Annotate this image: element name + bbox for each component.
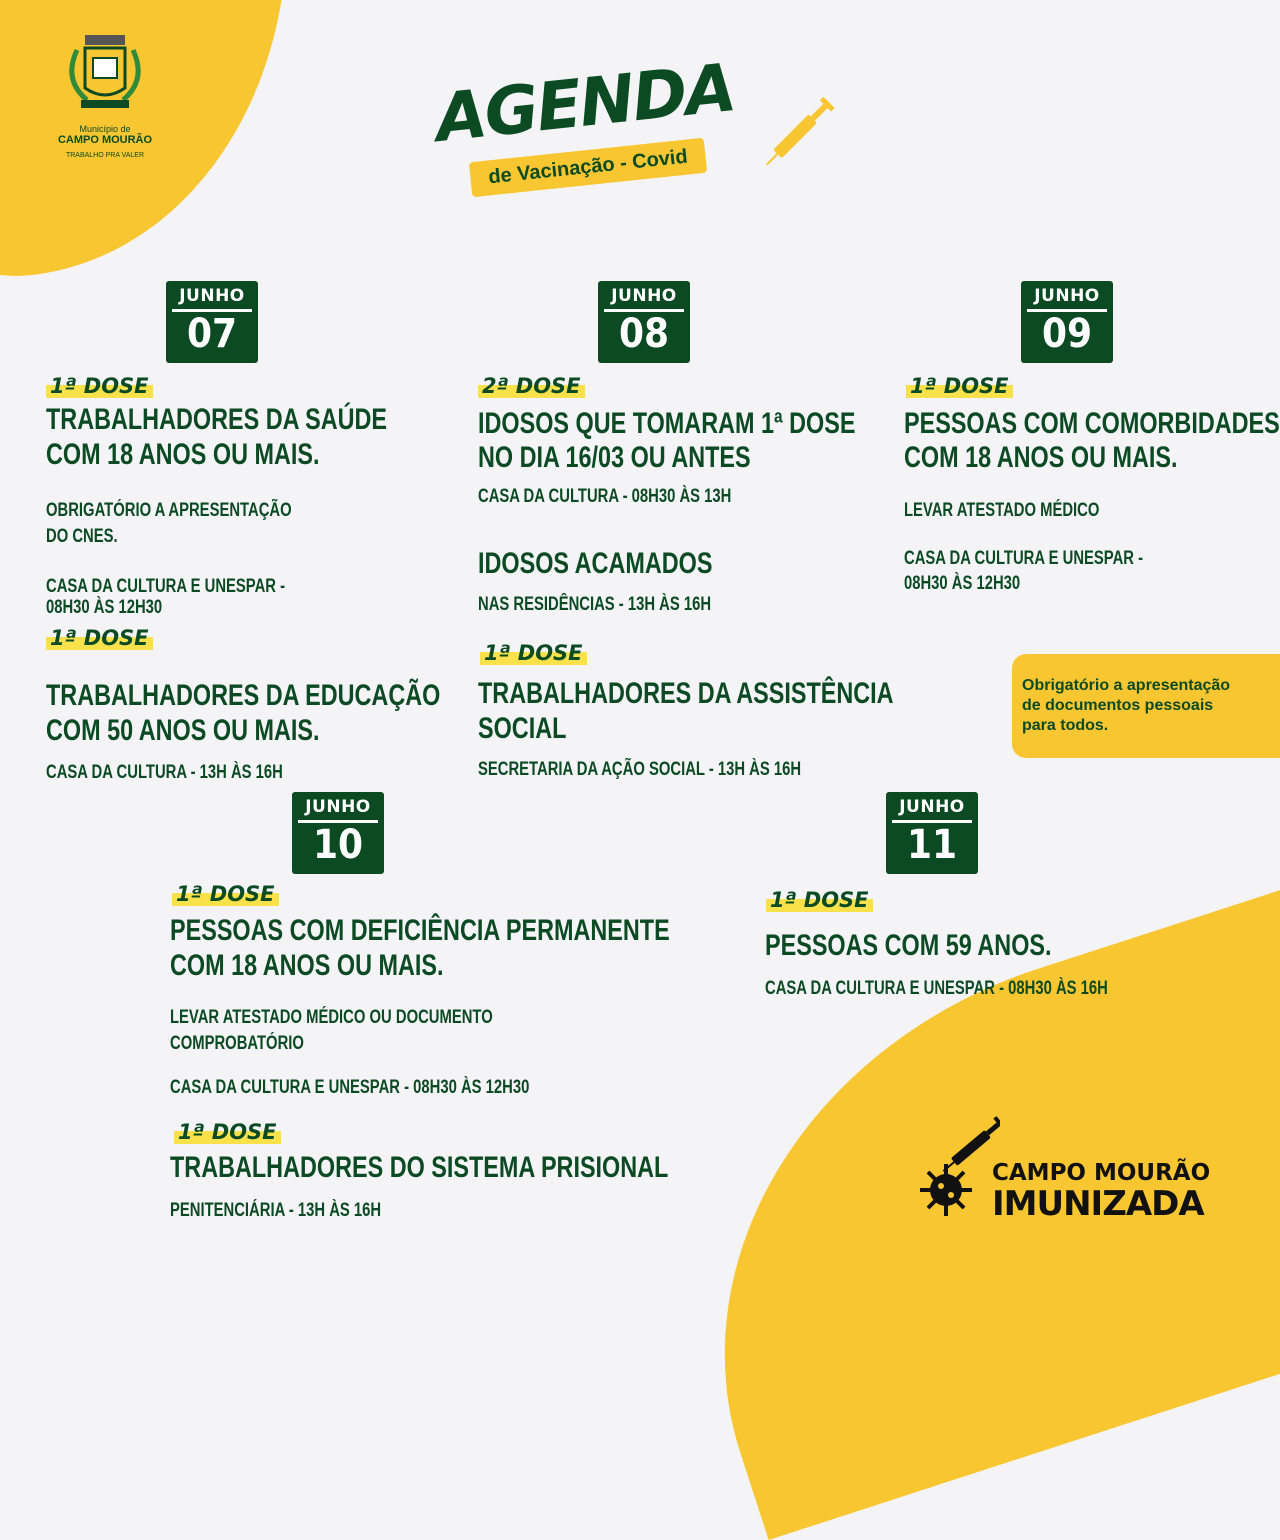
calendar-june-10 — [292, 792, 384, 874]
group-title-line: TRABALHADORES DA EDUCAÇÃO — [46, 679, 441, 712]
group-title-line: TRABALHADORES DA ASSISTÊNCIA — [478, 677, 894, 710]
syringe-icon — [760, 80, 850, 170]
documents-notice — [1012, 654, 1280, 758]
dose-badge: 1ª DOSE — [174, 1120, 281, 1144]
location-schedule: CASA DA CULTURA E UNESPAR - — [904, 548, 1144, 569]
group-title-line: COM 18 ANOS OU MAIS. — [904, 441, 1178, 474]
dose-badge: 1ª DOSE — [766, 888, 873, 912]
location-schedule: CASA DA CULTURA E UNESPAR - 08H30 ÀS 16H — [765, 978, 1108, 999]
calendar-day: 10 — [312, 822, 364, 868]
notice-line: Obrigatório a apresentação — [1022, 677, 1231, 694]
location-schedule: CASA DA CULTURA - 13H ÀS 16H — [46, 762, 283, 783]
location-schedule: 08H30 ÀS 12H30 — [46, 597, 163, 618]
page-title — [431, 49, 860, 200]
calendar-month: JUNHO — [305, 797, 371, 817]
group-title-line: IDOSOS ACAMADOS — [478, 547, 713, 580]
calendar-month: JUNHO — [611, 286, 677, 306]
group-title-line: SOCIAL — [478, 712, 567, 745]
calendar-day: 08 — [618, 311, 670, 357]
calendar-day: 11 — [906, 822, 958, 868]
campaign-logo — [910, 1110, 1230, 1230]
location-schedule: NAS RESIDÊNCIAS - 13H ÀS 16H — [478, 594, 712, 615]
dose-badge: 1ª DOSE — [906, 374, 1013, 398]
group-title-line: NO DIA 16/03 OU ANTES — [478, 441, 751, 474]
calendar-month: JUNHO — [899, 797, 965, 817]
group-title-line: TRABALHADORES DO SISTEMA PRISIONAL — [170, 1151, 669, 1184]
calendar-day: 07 — [186, 311, 238, 357]
calendar-june-08 — [598, 281, 690, 363]
campaign-line-1: CAMPO MOURÃO — [992, 1160, 1211, 1186]
coat-of-arms-icon — [55, 30, 155, 120]
dose-badge: 1ª DOSE — [46, 626, 153, 650]
location-schedule: CASA DA CULTURA - 08H30 ÀS 13H — [478, 486, 732, 507]
location-schedule: SECRETARIA DA AÇÃO SOCIAL - 13H ÀS 16H — [478, 759, 802, 780]
dose-badge: 2ª DOSE — [478, 374, 585, 398]
requirement-note: LEVAR ATESTADO MÉDICO OU DOCUMENTO — [170, 1007, 493, 1028]
group-title-line: COM 18 ANOS OU MAIS. — [170, 949, 444, 982]
dose-badge: 1ª DOSE — [480, 641, 587, 665]
location-schedule: 08H30 ÀS 12H30 — [904, 573, 1021, 594]
logo-city-name: CAMPO MOURÃO — [57, 134, 153, 146]
dose-badge: 1ª DOSE — [172, 882, 279, 906]
calendar-month: JUNHO — [179, 286, 245, 306]
municipality-logo — [40, 30, 170, 159]
logo-prefix: Município de — [79, 124, 131, 134]
requirement-note: LEVAR ATESTADO MÉDICO — [904, 500, 1100, 521]
location-schedule: PENITENCIÁRIA - 13H ÀS 16H — [170, 1200, 382, 1221]
requirement-note: COMPROBATÓRIO — [170, 1033, 304, 1054]
requirement-note: OBRIGATÓRIO A APRESENTAÇÃO — [46, 500, 292, 521]
virus-icon — [910, 1110, 1000, 1230]
group-title-line: COM 18 ANOS OU MAIS. — [46, 438, 320, 471]
calendar-day: 09 — [1041, 311, 1093, 357]
calendar-june-11 — [886, 792, 978, 874]
dose-badge: 1ª DOSE — [46, 374, 153, 398]
notice-line: para todos. — [1022, 717, 1109, 734]
location-schedule: CASA DA CULTURA E UNESPAR - 08H30 ÀS 12H30 — [170, 1077, 530, 1098]
requirement-note: DO CNES. — [46, 526, 118, 547]
location-schedule: CASA DA CULTURA E UNESPAR - — [46, 576, 286, 597]
logo-motto: TRABALHO PRA VALER — [65, 152, 145, 159]
calendar-june-09 — [1021, 281, 1113, 363]
campaign-line-2: IMUNIZADA — [992, 1184, 1204, 1224]
title-agenda: AGENDA — [431, 49, 738, 157]
group-title-line: PESSOAS COM 59 ANOS. — [765, 929, 1052, 962]
group-title-line: PESSOAS COM COMORBIDADES — [904, 407, 1280, 440]
group-title-line: TRABALHADORES DA SAÚDE — [46, 403, 388, 436]
group-title-line: IDOSOS QUE TOMARAM 1ª DOSE — [478, 407, 856, 440]
calendar-june-07 — [166, 281, 258, 363]
notice-line: de documentos pessoais — [1022, 697, 1214, 714]
group-title-line: PESSOAS COM DEFICIÊNCIA PERMANENTE — [170, 914, 670, 947]
title-subtitle: de Vacinação - Covid — [469, 138, 707, 197]
calendar-month: JUNHO — [1034, 286, 1100, 306]
group-title-line: COM 50 ANOS OU MAIS. — [46, 714, 320, 747]
